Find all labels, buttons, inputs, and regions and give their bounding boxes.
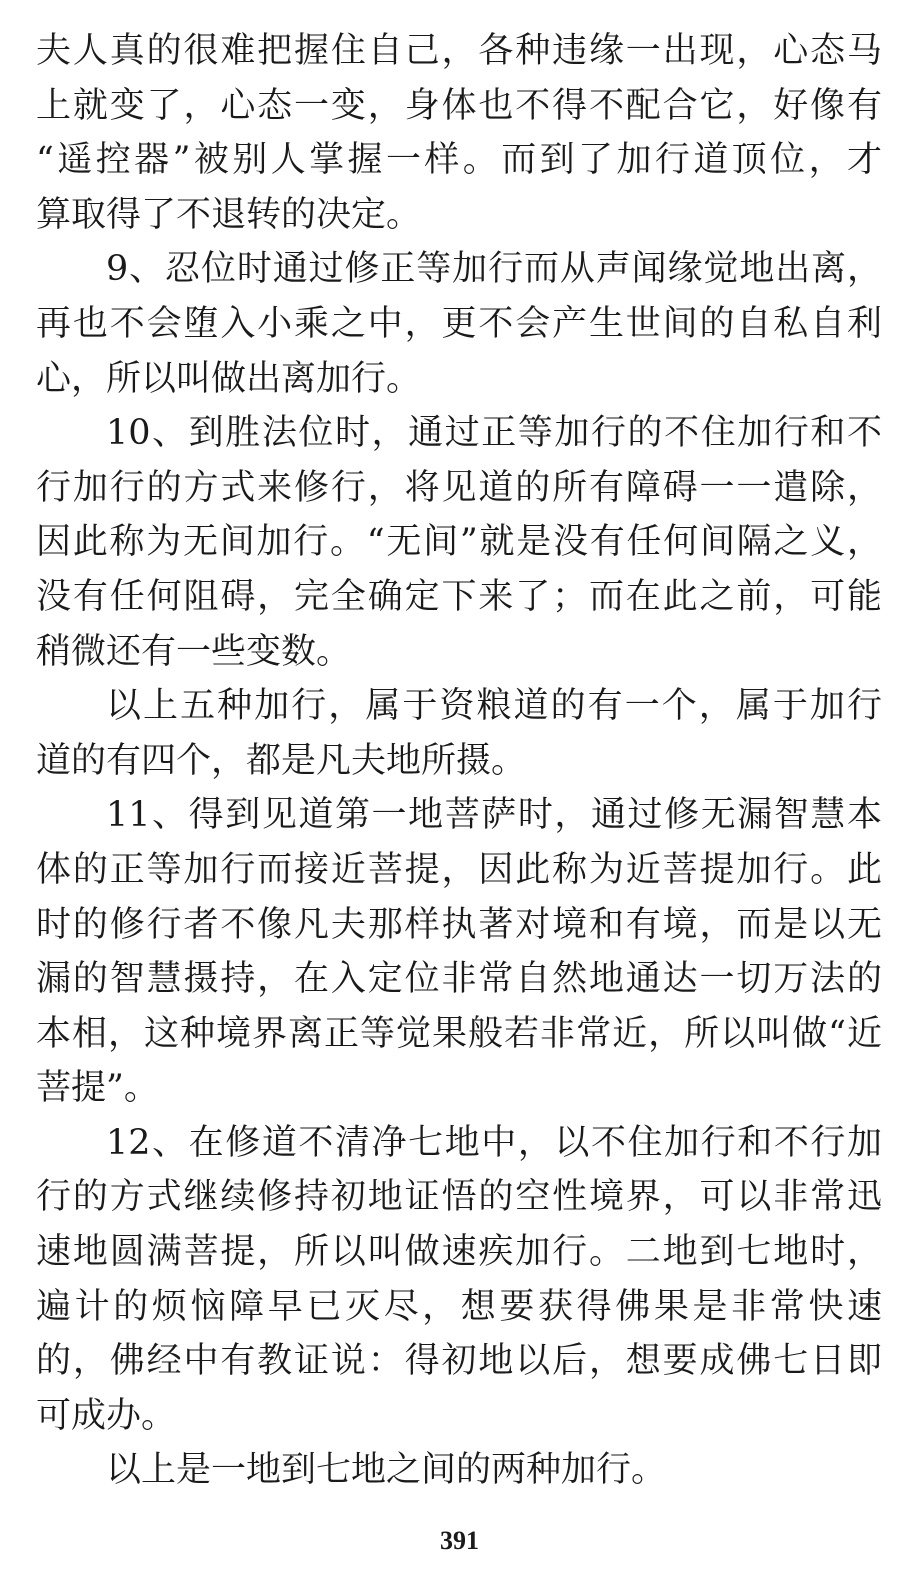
text-line: 可成办。 bbox=[36, 1395, 177, 1436]
text-line: 行的方式继续修持初地证悟的空性境界，可以非常迅 bbox=[36, 1177, 882, 1218]
paragraph-start-line: 10、到胜法位时，通过正等加行的不住加行和不 bbox=[106, 413, 882, 454]
text-line: 算取得了不退转的决定。 bbox=[36, 194, 422, 235]
text-line: 道的有四个，都是凡夫地所摄。 bbox=[36, 740, 527, 781]
text-line: 因此称为无间加行。“无间”就是没有任何间隔之义， bbox=[36, 522, 882, 563]
text-line: 没有任何阻碍，完全确定下来了；而在此之前，可能 bbox=[36, 576, 882, 617]
text-line: 速地圆满菩提，所以叫做速疾加行。二地到七地时， bbox=[36, 1232, 882, 1273]
text-line: 行加行的方式来修行，将见道的所有障碍一一遣除， bbox=[36, 467, 882, 508]
paragraph-start-line: 9、忍位时通过修正等加行而从声闻缘觉地出离， bbox=[106, 249, 882, 290]
text-line: 漏的智慧摄持，在入定位非常自然地通达一切万法的 bbox=[36, 959, 882, 1000]
text-line: 时的修行者不像凡夫那样执著对境和有境，而是以无 bbox=[36, 904, 882, 945]
paragraph-start-line: 12、在修道不清净七地中，以不住加行和不行加 bbox=[106, 1122, 882, 1163]
paragraph-start-line: 以上是一地到七地之间的两种加行。 bbox=[106, 1450, 667, 1491]
text-line: 再也不会堕入小乘之中，更不会产生世间的自私自利 bbox=[36, 303, 882, 344]
text-line: 心，所以叫做出离加行。 bbox=[36, 358, 422, 399]
text-line: 稍微还有一些变数。 bbox=[36, 631, 352, 672]
page-number: 391 bbox=[440, 1526, 479, 1555]
paragraph-start-line: 以上五种加行，属于资粮道的有一个，属于加行 bbox=[106, 686, 882, 727]
text-line: 的，佛经中有教证说：得初地以后，想要成佛七日即 bbox=[36, 1341, 882, 1382]
text-line: 上就变了，心态一变，身体也不得不配合它，好像有 bbox=[36, 85, 882, 126]
paragraph-start-line: 11、得到见道第一地菩萨时，通过修无漏智慧本 bbox=[106, 795, 882, 836]
text-line: 体的正等加行而接近菩提，因此称为近菩提加行。此 bbox=[36, 849, 882, 890]
page-body bbox=[36, 24, 882, 1498]
text-line: “遥控器”被别人掌握一样。而到了加行道顶位，才 bbox=[36, 140, 882, 181]
text-line: 菩提”。 bbox=[36, 1068, 159, 1109]
text-line: 遍计的烦恼障早已灭尽，想要获得佛果是非常快速 bbox=[36, 1286, 882, 1327]
text-line: 本相，这种境界离正等觉果般若非常近，所以叫做“近 bbox=[36, 1013, 882, 1054]
text-line: 夫人真的很难把握住自己，各种违缘一出现，心态马 bbox=[36, 31, 882, 71]
